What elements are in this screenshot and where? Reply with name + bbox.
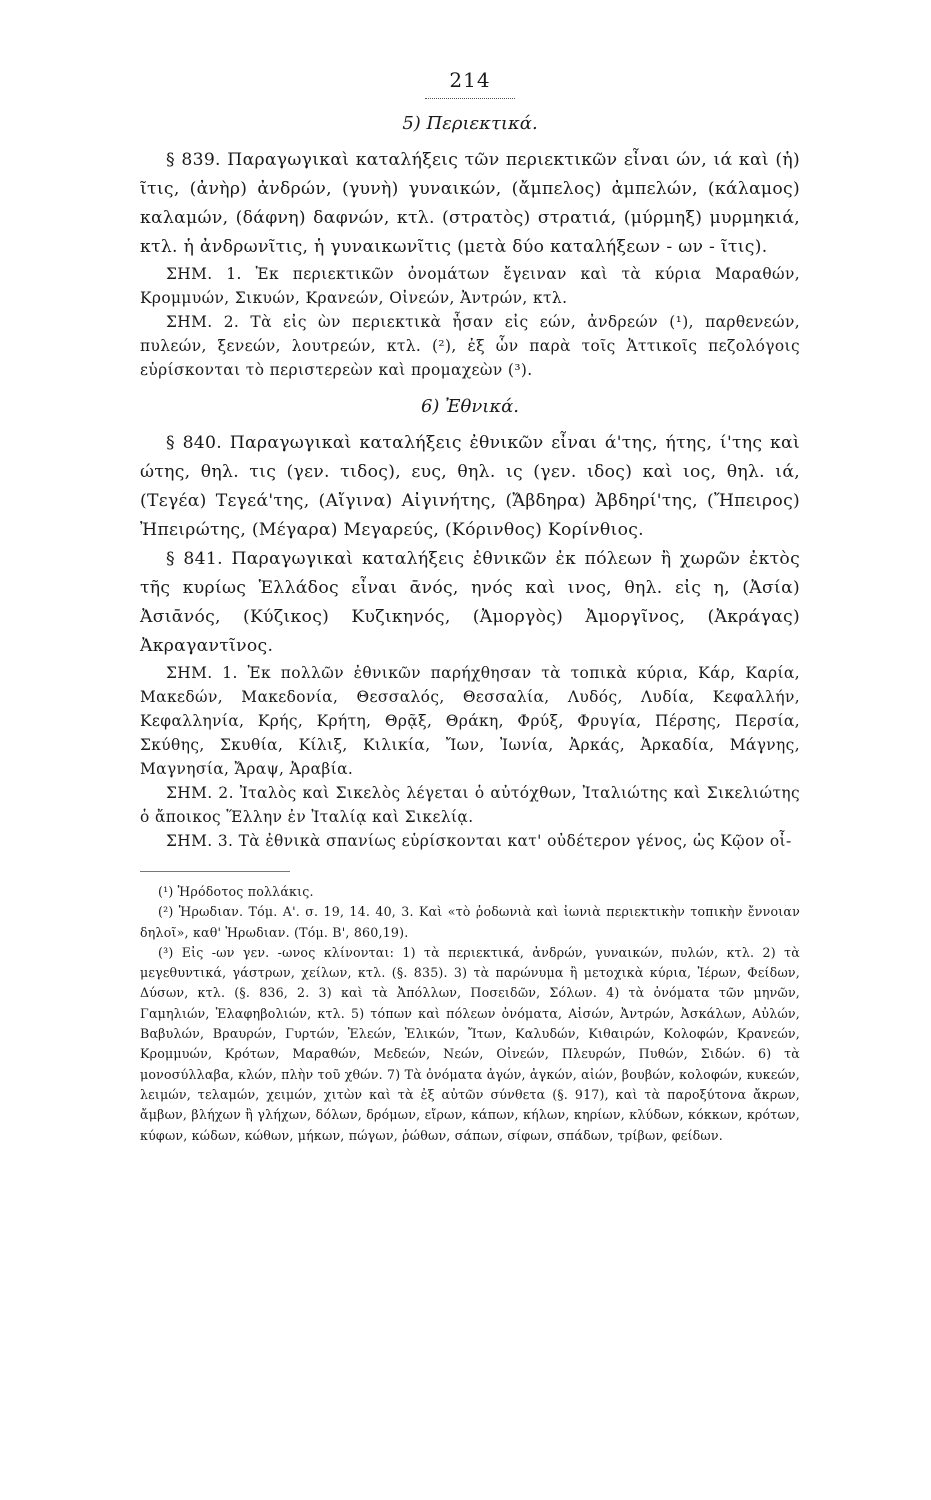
paragraph-841: § 841. Παραγωγικαὶ καταλήξεις ἐθνικῶν ἐκ πόλεων ἢ χωρῶν ἐκτὸς τῆς κυρίως Ἑλλάδος εἶναι ᾱνός, ηνός καὶ ινος, θηλ. εἰς η, (Ἀσία) Ἀσιᾱνός, (Κύζικος) Κυζικηνός, (Ἀμοργὸς) Ἀμοργῖνος, (Ἀκράγας) Ἀκραγαντῖνος.: [140, 549, 800, 656]
page: [140, 68, 800, 1146]
page-number: 214: [449, 68, 491, 92]
section-heading-6: 6) Ἐθνικά.: [420, 396, 520, 417]
footnote-separator: [140, 871, 290, 872]
paragraph-840: § 840. Παραγωγικαὶ καταλήξεις ἐθνικῶν εἶναι ά'της, ήτης, ί'της καὶ ώτης, θηλ. τις (γεν. τιδος), ευς, θηλ. ις (γεν. ιδος) καὶ ιος, θηλ. ιά, (Τεγέα) Τεγεά'της, (Αἴγινα) Αἰγινήτης, (Ἄβδηρα) Ἀβδηρί'της, (Ἤπειρος) Ἠπειρώτης, (Μέγαρα) Μεγαρεύς, (Κόρινθος) Κορίνθιος.: [140, 433, 800, 540]
footnote-3: (³) Εἰς -ων γεν. -ωνος κλίνονται: 1) τὰ περιεκτικά, ἀνδρών, γυναικών, πυλών, κτλ. 2) τὰ μεγεθυντικά, γάστρων, χείλων, κτλ. (§. 835). 3) τὰ παρώνυμα ἢ μετοχικὰ κύρια, Ἱέρων, Φείδων, Δύσων, κτλ. (§. 836, 2. 3) καὶ τὰ Ἀπόλλων, Ποσειδῶν, Σόλων. 4) τὰ ὀνόματα τῶν μηνῶν, Γαμηλιών, Ἐλαφηβολιών, κτλ. 5) τόπων καὶ πόλεων ὀνόματα, Αἰσών, Ἀντρών, Ἀσκάλων, Αὐλών, Βαβυλών, Βραυρών, Γυρτών, Ἐλεών, Ἑλικών, Ἴτων, Καλυδών, Κιθαιρών, Κολοφών, Κρανεών, Κρομμυών, Κρότων, Μαραθών, Μεδεών, Νεών, Οἰνεών, Πλευρών, Πυθών, Σιδών. 6) τὰ μονοσύλλαβα, κλών, πλὴν τοῦ χθών. 7) Τὰ ὀνόματα ἀγών, ἀγκών, αἰών, βουβών, κολοφών, κυκεών, λειμών, τελαμών, χειμών, χιτὼν καὶ τὰ ἐξ αὐτῶν σύνθετα (§. 917), καὶ τὰ παροξύτονα ἄκρων, ἄμβων, βλήχων ἢ γλήχων, δόλων, δρόμων, εἴρων, κάπων, κήλων, κηρίων, κλύδων, κόκκων, κρότων, κύφων, κώδων, κώθων, μήκων, πώγων, ῥώθων, σάπων, σίφων, σπάδων, τρίβων, φείδων.: [140, 944, 800, 1143]
ornamental-rule: [425, 94, 515, 99]
footnote-2: (²) Ἡρωδιαν. Τόμ. Α'. σ. 19, 14. 40, 3. Καὶ «τὸ ῥοδωνιὰ καὶ ἰωνιὰ περιεκτικὴν τοπικὴν ἔννοιαν δηλοῖ», καθ' Ἡρωδιαν. (Τόμ. Β', 860,19).: [140, 904, 800, 940]
note-841-3: ΣΗΜ. 3. Τὰ ἐθνικὰ σπανίως εὑρίσκονται κατ' οὐδέτερον γένος, ὡς Κῷον οἶ-: [166, 832, 792, 850]
note-841-1: ΣΗΜ. 1. Ἐκ πολλῶν ἐθνικῶν παρήχθησαν τὰ τοπικὰ κύρια, Κάρ, Καρία, Μακεδών, Μακεδονία, Θεσσαλός, Θεσσαλία, Λυδός, Λυδία, Κεφαλλήν, Κεφαλληνία, Κρής, Κρήτη, Θρᾷξ, Θράκη, Φρύξ, Φρυγία, Πέρσης, Περσία, Σκύθης, Σκυθία, Κίλιξ, Κιλικία, Ἴων, Ἰωνία, Ἀρκάς, Ἀρκαδία, Μάγνης, Μαγνησία, Ἄραψ, Ἀραβία.: [140, 664, 800, 778]
note-839-1: ΣΗΜ. 1. Ἐκ περιεκτικῶν ὀνομάτων ἔγειναν καὶ τὰ κύρια Μαραθών, Κρομμυών, Σικυών, Κρανεών, Οἰνεών, Ἀντρών, κτλ.: [140, 265, 800, 307]
note-839-2: ΣΗΜ. 2. Τὰ εἰς ὼν περιεκτικὰ ἦσαν εἰς εών, ἀνδρεών (¹), παρθενεών, πυλεών, ξενεών, λουτρεών, κτλ. (²), ἐξ ὧν παρὰ τοῖς Ἀττικοῖς πεζολόγοις εὑρίσκονται τὸ περιστερεὼν καὶ προμαχεὼν (³).: [140, 313, 800, 379]
paragraph-839: § 839. Παραγωγικαὶ καταλήξεις τῶν περιεκτικῶν εἶναι ών, ιά καὶ (ἡ) ῖτις, (ἀνὴρ) ἀνδρών, (γυνὴ) γυναικών, (ἄμπελος) ἀμπελών, (κάλαμος) καλαμών, (δάφνη) δαφνών, κτλ. (στρατὸς) στρατιά, (μύρμηξ) μυρμηκιά, κτλ. ἡ ἀνδρωνῖτις, ἡ γυναικωνῖτις (μετὰ δύο καταλήξεων - ων - ῖτις).: [140, 150, 800, 257]
note-841-2: ΣΗΜ. 2. Ἰταλὸς καὶ Σικελὸς λέγεται ὁ αὐτόχθων, Ἰταλιώτης καὶ Σικελιώτης ὁ ἄποικος Ἕλλην ἐν Ἰταλίᾳ καὶ Σικελίᾳ.: [140, 784, 800, 826]
section-heading-5: 5) Περιεκτικά.: [402, 113, 538, 134]
footnote-1: (¹) Ἡρόδοτος πολλάκις.: [158, 884, 314, 899]
